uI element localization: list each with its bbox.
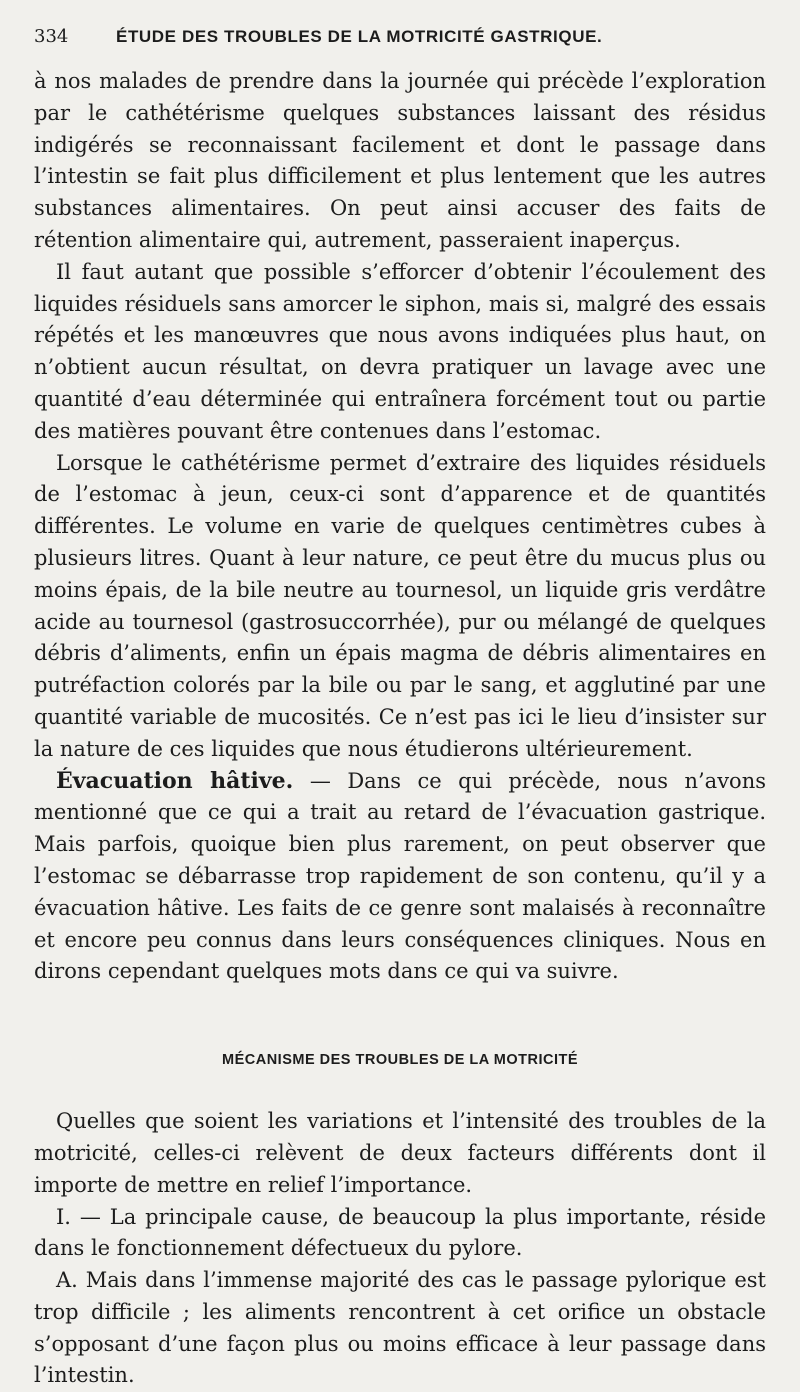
running-title: ÉTUDE DES TROUBLES DE LA MOTRICITÉ GASTRIQUE. bbox=[116, 27, 603, 46]
paragraph-siphon: Il faut autant que possible s’efforcer d’obtenir l’écoulement des liquides résiduels sans amorcer le siphon, mais si, malgré des essais répétés et les manœuvres que nous avons indiquées plus haut, on n’obtient aucun résultat, on devra pratiquer un lavage avec une quantité d’eau déterminée qui entraînera forcément tout ou partie des matières pouvant être contenues dans l’estomac. bbox=[34, 259, 766, 443]
paragraph-principal-cause: I. — La principale cause, de beaucoup la plus importante, réside dans le fonctionnement défectueux du pylore. bbox=[34, 1204, 766, 1261]
paragraph-residual-liquids: Lorsque le cathétérisme permet d’extraire des liquides résiduels de l’estomac à jeun, ceux-ci sont d’apparence et de quantités différentes. Le volume en varie de quelques centimètres cubes à plusieurs litres. Quant à leur nature, ce peut être du mucus plus ou moins épais, de la bile neutre au tournesol, un liquide gris verdâtre acide au tournesol (gastrosuccorrhée), pur ou mélangé de quelques débris d’aliments, enfin un épais magma de débris alimentaires en putréfaction colorés par la bile ou par le sang, et agglutiné par une quantité variable de mucosités. Ce n’est pas ici le lieu d’insister sur la nature de ces liquides que nous étudierons ultérieurement. bbox=[34, 450, 766, 761]
paragraph-hasty-evacuation-text: — Dans ce qui précède, nous n’avons mentionné que ce qui a trait au retard de l’évacuation gastrique. Mais parfois, quoique bien plus rarement, on peut observer que l’estomac se débarrasse trop rapidement de son contenu, qu’il y a évacuation hâtive. Les faits de ce genre sont malaisés à reconnaître et encore peu connus dans leurs conséquences cliniques. Nous en dirons cependant quelques mots dans ce qui va suivre. bbox=[34, 768, 767, 984]
paragraph-continuation: à nos malades de prendre dans la journée qui précède l’exploration par le cathétérisme quelques substances laissant des résidus indigérés se reconnaissant facilement et dont le passage dans l’intestin se fait plus difficilement et plus lentement que les autres substances alimentaires. On peut ainsi accuser des faits de rétention alimentaire qui, autrement, passeraient inaperçus. bbox=[34, 69, 766, 252]
paragraph-variations: Quelles que soient les variations et l’intensité des troubles de la motricité, celles-ci relèvent de deux facteurs différents dont il importe de mettre en relief l’importance. bbox=[34, 1109, 766, 1197]
page-number: 334 bbox=[34, 26, 69, 47]
paragraph-hasty-evacuation bbox=[34, 766, 766, 989]
paragraph-pyloric-passage: A. Mais dans l’immense majorité des cas le passage pylorique est trop difficile ; les aliments rencontrent à cet orifice un obstacle s’opposant d’une façon plus ou moins efficace à leur passage dans l’intestin. bbox=[34, 1268, 766, 1388]
section-heading: MÉCANISME DES TROUBLES DE LA MOTRICITÉ bbox=[222, 1052, 578, 1069]
running-head bbox=[34, 26, 766, 56]
run-in-heading: Évacuation hâtive. bbox=[56, 767, 294, 794]
